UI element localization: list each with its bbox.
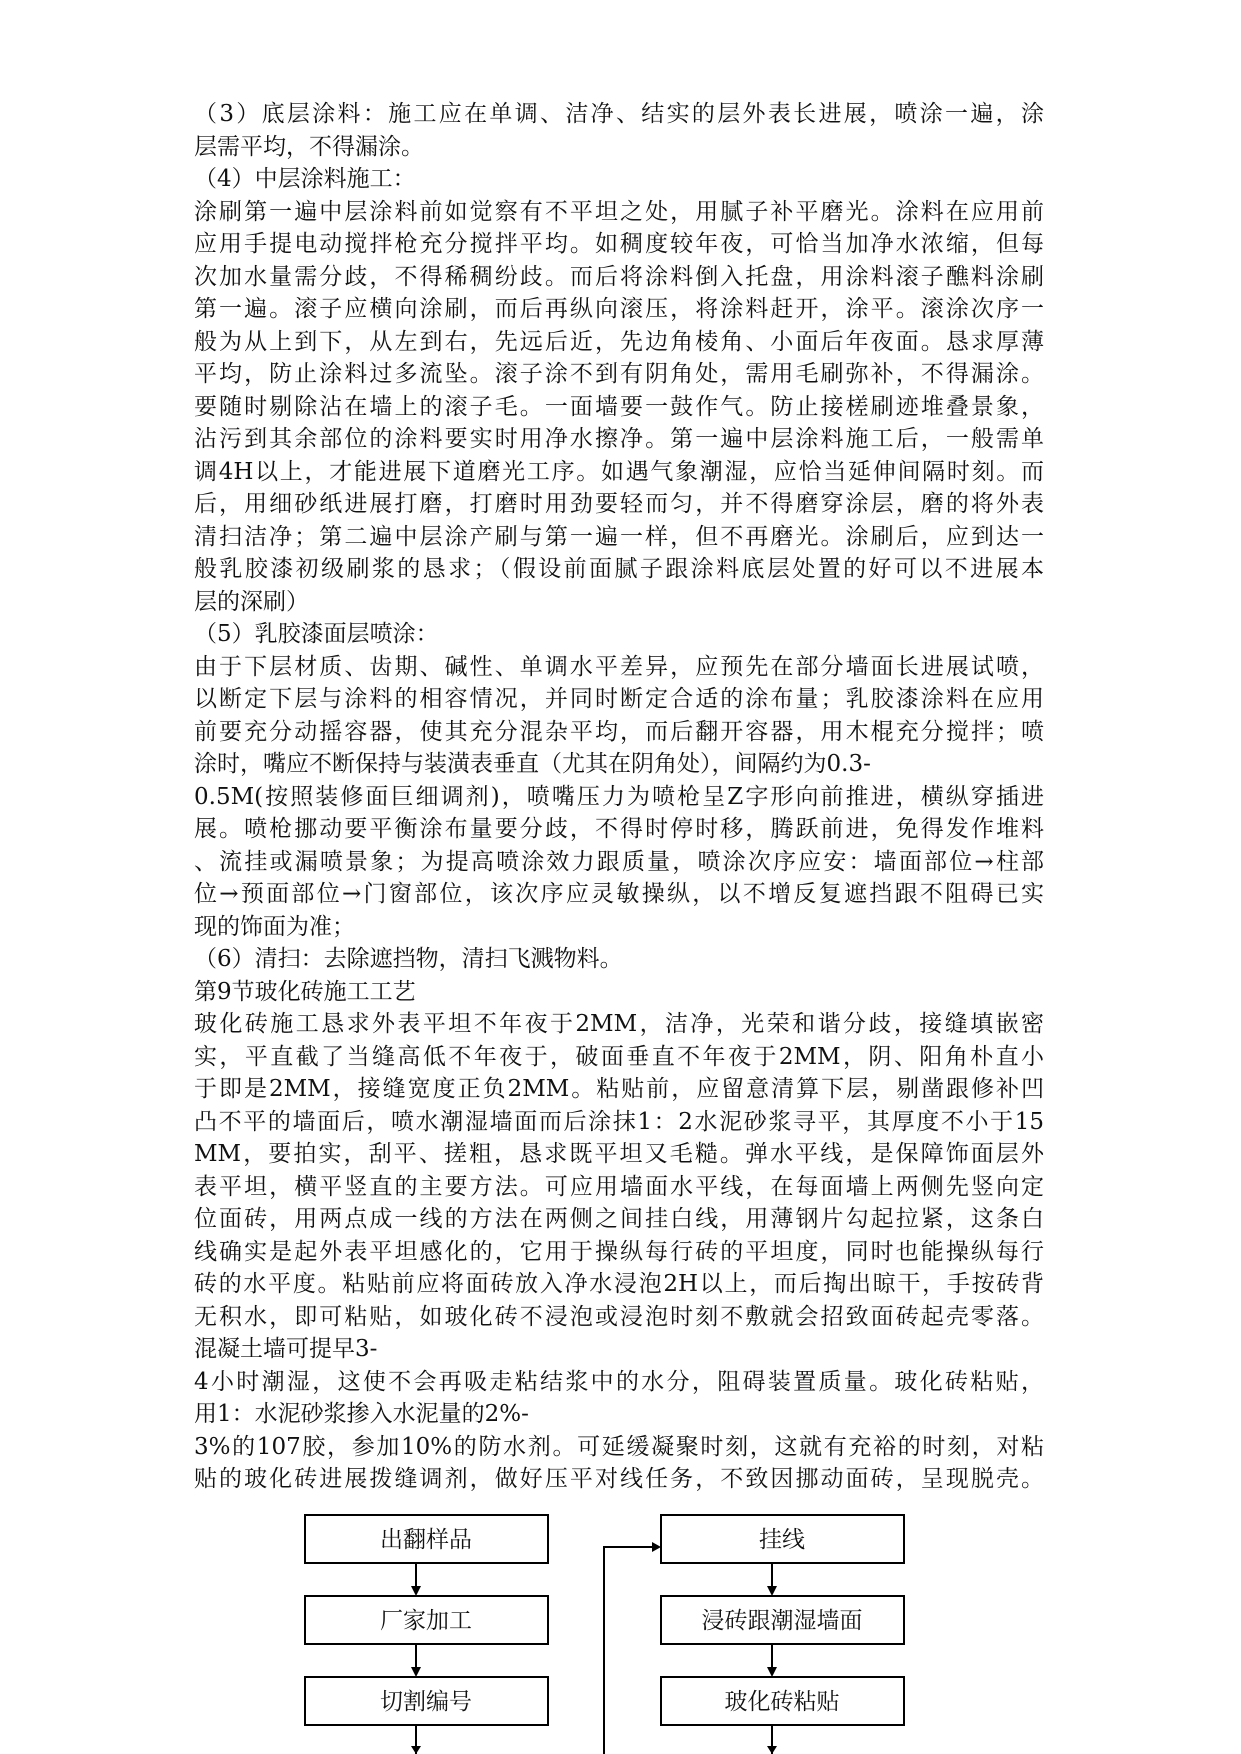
text-line: 后，用细砂纸进展打磨，打磨时用劲要轻而匀，并不得磨穿涂层，磨的将外表 [194,491,1044,517]
flow-box-left-1 [305,1515,548,1563]
text-line: 砖的水平度。粘贴前应将面砖放入净水浸泡2H以上，而后掏出晾干，手按砖背 [194,1271,1044,1297]
flow-arrow-left-2 [411,1644,421,1677]
text-line: 玻化砖施工恳求外表平坦不年夜于2MM，洁净，光荣和谐分歧，接缝填嵌密 [194,1011,1044,1037]
flow-box-label: 厂家加工 [380,1608,472,1634]
text-line: 以断定下层与涂料的相容情况，并同时断定合适的涂布量；乳胶漆涂料在应用 [194,686,1044,712]
text-line: 位面砖，用两点成一线的方法在两侧之间挂白线，用薄钢片勾起拉紧，这条白 [194,1206,1044,1232]
flow-box-label: 切割编号 [380,1689,472,1715]
text-line: 层的深刷） [194,588,309,615]
text-line: 第9节玻化砖施工工艺 [194,978,416,1005]
text-line: 贴的玻化砖进展拨缝调剂，做好压平对线任务，不致因挪动面砖，呈现脱壳。 [194,1466,1044,1492]
text-line: 于即是2MM，接缝宽度正负2MM。粘贴前，应留意清算下层，剔凿跟修补凹 [194,1076,1044,1102]
text-line: 、流挂或漏喷景象；为提高喷涂效力跟质量，喷涂次序应安：墙面部位→柱部 [194,848,1044,875]
flow-box-left-3 [305,1677,548,1725]
flow-arrow-right-2 [767,1644,777,1677]
text-line: 涂时，嘴应不断保持与装潢表垂直（尤其在阴角处），间隔约为0.3- [194,751,871,777]
text-line: 调4H以上，才能进展下道磨光工序。如遇气象潮湿，应恰当延伸间隔时刻。而 [194,458,1044,485]
text-line: 现的饰面为准； [194,913,355,940]
text-line: 沾污到其余部位的涂料要实时用净水擦净。第一遍中层涂料施工后，一般需单 [194,426,1044,452]
text-line: 混凝土墙可提早3- [194,1336,378,1362]
text-line: 要随时剔除沾在墙上的滚子毛。一面墙要一鼓作气。防止接槎刷迹堆叠景象， [194,393,1044,420]
flow-box-label: 出翻样品 [380,1527,472,1553]
text-line: 线确实是起外表平坦感化的，它用于操纵每行砖的平坦度，同时也能操纵每行 [194,1238,1044,1265]
text-line: 凸不平的墙面后，喷水潮湿墙面而后涂抹1：2水泥砂浆寻平，其厚度不小于15 [194,1108,1044,1135]
text-line: 用1：水泥砂浆掺入水泥量的2%- [194,1401,529,1427]
text-line: 由于下层材质、齿期、碱性、单调水平差异，应预先在部分墙面长进展试喷， [194,653,1044,680]
text-line: 层需平均，不得漏涂。 [194,133,424,160]
text-line: 前要充分动摇容器，使其充分混杂平均，而后翻开容器，用木棍充分搅拌；喷 [194,718,1044,745]
flow-arrow-left-3 [411,1725,421,1754]
text-line: （5）乳胶漆面层喷涂： [194,621,439,647]
text-line: 展。喷枪挪动要平衡涂布量要分歧，不得时停时移，腾跃前进，免得发作堆料 [194,816,1044,842]
text-line: MM，要拍实，刮平、搓粗，恳求既平坦又毛糙。弹水平线，是保障饰面层外 [194,1141,1044,1167]
text-line: 清扫洁净；第二遍中层涂产刷与第一遍一样，但不再磨光。涂刷后，应到达一 [194,523,1044,550]
flow-arrow-left-1 [411,1563,421,1596]
text-line: （3）底层涂料：施工应在单调、洁净、结实的层外表长进展，喷涂一遍，涂 [194,101,1044,127]
text-line: （6）清扫：去除遮挡物，清扫飞溅物料。 [194,946,623,972]
text-line: 般为从上到下，从左到右，先远后近，先边角棱角、小面后年夜面。恳求厚薄 [194,328,1044,355]
flow-box-right-2 [661,1596,904,1644]
flow-box-label: 玻化砖粘贴 [724,1689,840,1715]
text-line: 3%的107胶，参加10%的防水剂。可延缓凝聚时刻，这就有充裕的时刻，对粘 [194,1433,1044,1460]
text-line: 次加水量需分歧，不得稀稠纷歧。而后将涂料倒入托盘，用涂料滚子醮料涂刷 [194,263,1044,290]
text-line: 实，平直截了当缝高低不年夜于，破面垂直不年夜于2MM，阴、阳角朴直小 [194,1043,1044,1070]
flow-connector-to-guaxian [604,1542,661,1754]
text-line: 表平坦，横平竖直的主要方法。可应用墙面水平线，在每面墙上两侧先竖向定 [194,1173,1044,1200]
flow-box-left-2 [305,1596,548,1644]
text-line: （4）中层涂料施工： [194,166,416,192]
text-line: 平均，防止涂料过多流坠。滚子涂不到有阴角处，需用毛刷弥补，不得漏涂。 [194,361,1044,387]
text-line: 般乳胶漆初级刷浆的恳求；（假设前面腻子跟涂料底层处置的好可以不进展本 [194,556,1044,582]
text-line: 涂刷第一遍中层涂料前如觉察有不平坦之处，用腻子补平磨光。涂料在应用前 [194,198,1044,225]
text-line: 第一遍。滚子应横向涂刷，而后再纵向滚压，将涂料赶开，涂平。滚涂次序一 [194,296,1044,322]
text-line: 4小时潮湿，这使不会再吸走粘结浆中的水分，阻碍装置质量。玻化砖粘贴， [194,1368,1044,1395]
flow-box-right-3 [661,1677,904,1725]
text-line: 位→预面部位→门窗部位，该次序应灵敏操纵，以不增反复遮挡跟不阻碍已实 [194,881,1044,907]
flow-box-label: 挂线 [759,1527,805,1553]
text-line: 应用手提电动搅拌枪充分搅拌平均。如稠度较年夜，可恰当加净水浓缩，但每 [194,231,1044,257]
text-line: 无积水，即可粘贴，如玻化砖不浸泡或浸泡时刻不敷就会招致面砖起壳零落。 [194,1303,1044,1330]
flow-arrow-right-3 [767,1725,777,1754]
flow-arrow-right-1 [767,1563,777,1596]
text-line: 0.5M(按照装修面巨细调剂)，喷嘴压力为喷枪呈Z字形向前推进，横纵穿插进 [194,783,1044,810]
flow-box-right-1 [661,1515,904,1563]
flow-box-label: 浸砖跟潮湿墙面 [701,1608,863,1634]
